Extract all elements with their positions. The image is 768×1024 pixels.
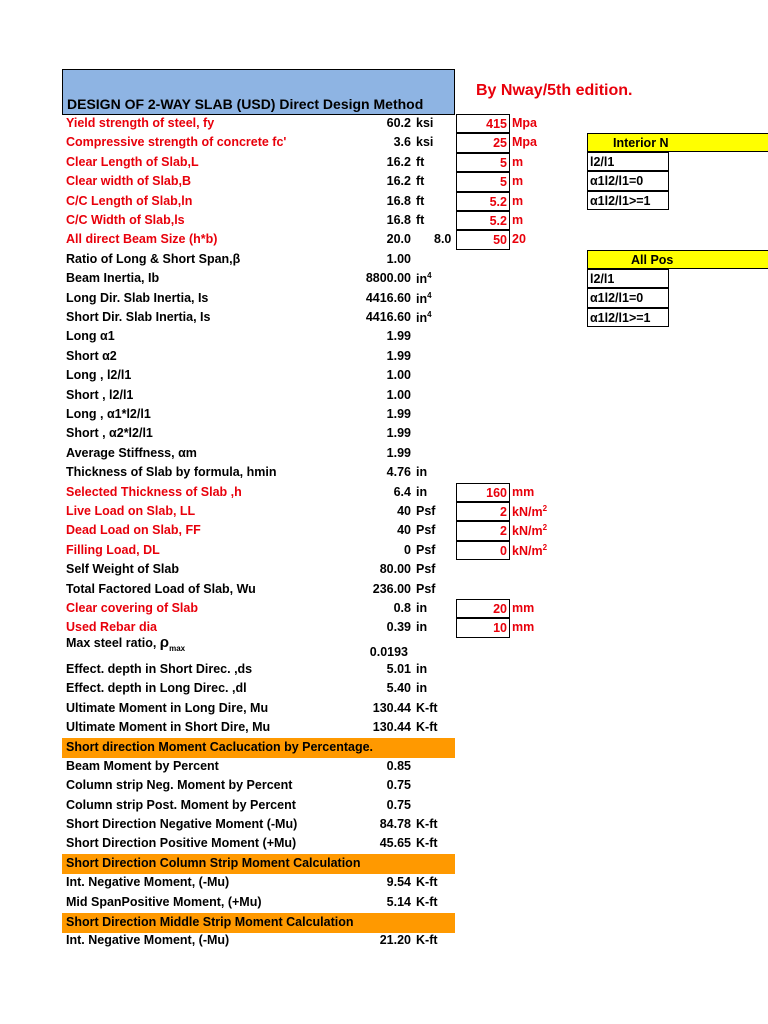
- metric-value: 2: [500, 524, 507, 539]
- table-row: [0, 776, 768, 795]
- row-value[interactable]: 16.8: [386, 193, 411, 208]
- row-label: Short Dir. Slab Inertia, Is: [66, 310, 211, 324]
- all-pos-panel-header: [587, 250, 768, 269]
- unit-text: ft: [416, 154, 425, 169]
- table-row: [0, 502, 768, 521]
- row-value[interactable]: 1.00: [386, 251, 411, 266]
- row-value[interactable]: 21.20: [379, 933, 411, 948]
- metric-unit-text: Mpa: [512, 116, 537, 130]
- row-label: Short α2: [66, 348, 117, 363]
- row-label: Beam Inertia, Ib: [66, 271, 160, 286]
- unit-text: in: [416, 291, 428, 306]
- table-row: [0, 327, 768, 346]
- metric-input[interactable]: [456, 502, 510, 521]
- table-row: [0, 699, 768, 718]
- section-title: Short direction Moment Caclucation by Percentage.: [66, 739, 374, 754]
- unit-exponent: 4: [427, 271, 432, 281]
- row-unit: [416, 562, 435, 576]
- table-row: [0, 931, 768, 950]
- row-unit: [416, 155, 424, 169]
- metric-unit-text: m: [512, 193, 524, 208]
- panel-cell-label: α1l2/l1=0: [590, 174, 644, 189]
- row-label: C/C Length of Slab,ln: [66, 193, 193, 208]
- row-label: Effect. depth in Short Direc. ,ds: [66, 661, 253, 676]
- section-title: Short Direction Column Strip Moment Calculation: [66, 856, 361, 871]
- table-row: [0, 718, 768, 737]
- row-value[interactable]: 20.0: [386, 232, 411, 247]
- row-unit: [416, 504, 435, 518]
- table-row: [0, 580, 768, 599]
- row-value[interactable]: 1.99: [386, 445, 411, 460]
- row-value[interactable]: 130.44: [372, 700, 411, 715]
- row-unit: [416, 875, 438, 889]
- interior-panel-title: Interior N: [613, 136, 669, 150]
- metric-value: 25: [493, 136, 507, 151]
- metric-unit-exponent: 2: [542, 523, 548, 533]
- metric-input[interactable]: [456, 114, 510, 133]
- unit-text: in: [416, 661, 428, 676]
- edition-label: By Nway/5th edition.: [476, 82, 633, 99]
- row-value[interactable]: 1.00: [386, 387, 411, 402]
- table-row: [0, 405, 768, 424]
- sheet-title: DESIGN OF 2-WAY SLAB (USD) Direct Design Method: [67, 96, 424, 112]
- unit-text: in: [416, 484, 428, 499]
- row-value[interactable]: 4416.60: [365, 310, 411, 324]
- unit-text: in: [416, 601, 428, 615]
- table-row: [0, 757, 768, 776]
- row-label: Total Factored Load of Slab, Wu: [66, 581, 256, 596]
- row-value[interactable]: 5.01: [386, 661, 411, 676]
- row-label: All direct Beam Size (h*b): [66, 232, 218, 247]
- table-row: [0, 660, 768, 679]
- metric-unit-text: mm: [512, 620, 535, 635]
- section-title: Short Direction Middle Strip Moment Calculation: [66, 914, 354, 929]
- table-row: [0, 815, 768, 834]
- panel-cell-label: α1l2/l1>=1: [590, 193, 651, 208]
- row-label: Column strip Neg. Moment by Percent: [66, 778, 293, 793]
- row-value[interactable]: 4416.60: [365, 290, 411, 305]
- unit-exponent: 4: [427, 290, 432, 300]
- metric-unit-text: kN/m: [512, 505, 543, 520]
- metric-unit-exponent: 2: [542, 542, 548, 552]
- title-box: [62, 69, 455, 115]
- metric-value: 2: [500, 505, 507, 519]
- all-pos-panel-title: All Pos: [631, 253, 674, 267]
- metric-value: 160: [486, 485, 507, 500]
- unit-text: Psf: [416, 542, 436, 557]
- metric-input[interactable]: [456, 483, 510, 502]
- row-label: Short , l2/l1: [66, 387, 134, 402]
- row-value[interactable]: 0.39: [386, 620, 411, 635]
- row-label: Ultimate Moment in Short Dire, Mu: [66, 720, 271, 734]
- metric-value: 5: [500, 155, 507, 170]
- metric-value: 0: [500, 543, 507, 558]
- row-unit: [416, 116, 433, 130]
- table-row: [0, 679, 768, 698]
- metric-unit-exponent: 2: [542, 504, 548, 513]
- row-label: Dead Load on Slab, FF: [66, 523, 201, 538]
- unit-text: K-ft: [416, 700, 438, 715]
- row-value[interactable]: 1.99: [386, 407, 411, 421]
- row-value[interactable]: 84.78: [379, 817, 411, 831]
- row-unit: [416, 620, 427, 634]
- row-label: Live Load on Slab, LL: [66, 504, 196, 518]
- metric-unit-text: Mpa: [512, 135, 537, 150]
- metric-unit: [512, 485, 534, 499]
- row-label: Short Direction Positive Moment (+Mu): [66, 836, 297, 851]
- row-label: Average Stiffness, αm: [66, 445, 197, 460]
- table-row: [0, 424, 768, 443]
- unit-text: ft: [416, 193, 425, 208]
- unit-text: in: [416, 465, 428, 480]
- row-unit: [416, 523, 435, 537]
- unit-text: K-ft: [416, 720, 438, 734]
- row-value[interactable]: 236.00: [372, 581, 411, 596]
- row-label: Column strip Post. Moment by Percent: [66, 797, 296, 812]
- row-value[interactable]: 1.99: [386, 426, 411, 441]
- metric-unit-text: mm: [512, 601, 535, 615]
- unit-text: in: [416, 681, 428, 696]
- metric-input[interactable]: [456, 192, 510, 211]
- row-value[interactable]: 3.6: [393, 135, 411, 150]
- unit-text: K-ft: [416, 933, 438, 948]
- table-row: [0, 347, 768, 366]
- table-row: [0, 463, 768, 482]
- unit-text: K-ft: [416, 836, 438, 851]
- panel-cell-label: l2/l1: [590, 155, 615, 169]
- row-label: Thickness of Slab by formula, hmin: [66, 465, 277, 480]
- row-value[interactable]: 40: [397, 523, 411, 538]
- metric-value: 5.2: [489, 194, 507, 209]
- unit-text: K-ft: [416, 894, 438, 909]
- row-label: Used Rebar dia: [66, 620, 158, 635]
- row-unit: [416, 701, 438, 715]
- rho-symbol-text: ρ: [159, 633, 170, 651]
- table-row: [0, 211, 768, 230]
- row-value[interactable]: 45.65: [379, 836, 411, 851]
- table-row: [0, 893, 768, 912]
- unit-text: in: [416, 620, 428, 635]
- row-label: Long Dir. Slab Inertia, Is: [66, 290, 209, 305]
- metric-unit-text: kN/m: [512, 524, 543, 539]
- row-unit: [416, 836, 438, 850]
- row-label: Effect. depth in Long Direc. ,dl: [66, 681, 247, 696]
- row-label: Yield strength of steel, fy: [66, 116, 215, 130]
- metric-unit-text: 20: [512, 232, 526, 247]
- row-label: Long , l2/l1: [66, 368, 132, 383]
- metric-unit: [512, 543, 547, 558]
- row-value[interactable]: 6.4: [393, 484, 411, 499]
- metric-unit-text: m: [512, 213, 524, 227]
- table-row: [0, 873, 768, 892]
- metric-value: 10: [493, 621, 507, 636]
- metric-unit: [512, 601, 534, 615]
- row-value[interactable]: 16.8: [386, 213, 411, 227]
- row-label: C/C Width of Slab,ls: [66, 213, 185, 227]
- metric-input[interactable]: [456, 153, 510, 172]
- row-unit: [416, 582, 435, 596]
- panel-cell[interactable]: [587, 288, 669, 307]
- row-unit: [416, 601, 427, 615]
- row-label: Int. Negative Moment, (-Mu): [66, 875, 230, 890]
- metric-input[interactable]: [456, 521, 510, 540]
- metric-value: 415: [486, 117, 507, 131]
- rho-symbol: [160, 634, 185, 651]
- metric-input[interactable]: [456, 541, 510, 560]
- panel-cell-label: α1l2/l1=0: [590, 291, 644, 306]
- metric-unit-text: m: [512, 174, 524, 189]
- table-row: [0, 834, 768, 853]
- row-label: [66, 634, 185, 653]
- panel-cell[interactable]: [587, 171, 669, 190]
- metric-unit: [512, 213, 523, 227]
- row-label: Filling Load, DL: [66, 542, 160, 557]
- row-unit: [416, 543, 435, 557]
- row-unit: [416, 310, 432, 325]
- metric-unit-text: m: [512, 154, 524, 169]
- row-value[interactable]: 1.00: [386, 368, 411, 383]
- unit-text: Psf: [416, 581, 436, 596]
- table-row: [0, 114, 768, 133]
- row-unit: [416, 681, 427, 695]
- table-row: [0, 483, 768, 502]
- row-value[interactable]: 5.40: [386, 681, 411, 696]
- row-label: Long , α1*l2/l1: [66, 407, 151, 421]
- row-label: Clear Length of Slab,L: [66, 154, 199, 169]
- panel-cell-label: l2/l1: [590, 272, 615, 286]
- section-header: [62, 854, 455, 874]
- row-label: Long α1: [66, 329, 115, 344]
- unit-exponent: 4: [427, 310, 432, 319]
- metric-input[interactable]: [456, 230, 510, 249]
- panel-cell[interactable]: [587, 308, 669, 327]
- table-row: [0, 599, 768, 618]
- row-label: Compressive strength of concrete fc': [66, 135, 287, 150]
- metric-unit: [512, 523, 547, 538]
- row-value[interactable]: 4.76: [386, 465, 411, 480]
- rho-subscript: max: [169, 643, 186, 653]
- row-value[interactable]: 0.75: [386, 778, 411, 793]
- table-row: [0, 386, 768, 405]
- unit-text: Psf: [416, 504, 436, 518]
- unit-text: in: [416, 311, 428, 326]
- metric-unit-text: kN/m: [512, 543, 543, 558]
- row-unit: [416, 662, 427, 676]
- interior-panel-header: [587, 133, 768, 152]
- metric-unit: [512, 174, 523, 188]
- row-unit: [416, 720, 438, 734]
- row-value[interactable]: 1.99: [386, 329, 411, 344]
- unit-text: ksi: [416, 135, 434, 150]
- metric-value: 5: [500, 175, 507, 190]
- table-row: [0, 366, 768, 385]
- metric-input[interactable]: [456, 599, 510, 618]
- row-label: Ratio of Long & Short Span,β: [66, 251, 241, 266]
- rho-label-text: Max steel ratio,: [66, 635, 160, 650]
- unit-text: in: [416, 272, 428, 287]
- table-row: [0, 541, 768, 560]
- row-value[interactable]: 5.14: [386, 894, 411, 909]
- row-value[interactable]: 0.75: [386, 797, 411, 812]
- row-label: Ultimate Moment in Long Dire, Mu: [66, 700, 269, 715]
- metric-unit: [512, 116, 537, 130]
- row-value[interactable]: 0: [404, 542, 411, 557]
- row-label: Clear width of Slab,B: [66, 174, 192, 189]
- metric-unit: [512, 135, 537, 149]
- table-row: [0, 560, 768, 579]
- panel-cell-label: α1l2/l1>=1: [590, 310, 651, 325]
- metric-input[interactable]: [456, 133, 510, 152]
- row-extra-value[interactable]: 8.0: [434, 232, 452, 247]
- metric-value: 50: [493, 233, 507, 248]
- row-value[interactable]: 80.00: [379, 562, 411, 577]
- row-unit: [416, 485, 427, 499]
- row-unit: [416, 817, 438, 831]
- table-row: [0, 796, 768, 815]
- metric-input[interactable]: [456, 172, 510, 191]
- row-value[interactable]: 16.2: [386, 154, 411, 169]
- table-row: [0, 521, 768, 540]
- row-label: Short Direction Negative Moment (-Mu): [66, 817, 298, 831]
- metric-unit: [512, 232, 526, 246]
- row-unit: [416, 135, 433, 149]
- row-label: Clear covering of Slab: [66, 601, 198, 615]
- row-unit: [416, 895, 438, 909]
- row-unit: [416, 194, 424, 208]
- unit-text: ksi: [416, 116, 434, 130]
- row-label: Beam Moment by Percent: [66, 758, 219, 773]
- unit-text: K-ft: [416, 875, 438, 890]
- panel-cell[interactable]: [587, 191, 669, 210]
- row-unit: [416, 213, 424, 227]
- row-label: Short , α2*l2/l1: [66, 426, 153, 441]
- row-unit: [416, 174, 424, 188]
- unit-text: Psf: [416, 562, 436, 577]
- row-value[interactable]: 0.8: [393, 601, 411, 615]
- row-value[interactable]: 0.85: [386, 758, 411, 773]
- unit-text: Psf: [416, 523, 436, 538]
- row-value[interactable]: 8800.00: [365, 271, 411, 286]
- row-value[interactable]: 0.0193: [369, 644, 408, 659]
- table-row: [0, 444, 768, 463]
- row-unit: [416, 291, 432, 306]
- table-row: [0, 633, 768, 659]
- metric-unit: [512, 620, 534, 634]
- metric-value: 20: [493, 602, 507, 616]
- metric-unit-text: mm: [512, 484, 535, 499]
- metric-unit: [512, 155, 523, 169]
- unit-text: ft: [416, 174, 425, 189]
- unit-text: K-ft: [416, 817, 438, 831]
- row-value[interactable]: 60.2: [386, 116, 411, 130]
- section-header: [62, 913, 455, 933]
- panel-cell[interactable]: [587, 269, 669, 288]
- row-label: Self Weight of Slab: [66, 562, 179, 577]
- metric-input[interactable]: [456, 618, 510, 637]
- panel-cell[interactable]: [587, 152, 669, 171]
- metric-unit: [512, 194, 523, 208]
- row-label: Selected Thickness of Slab ,h: [66, 484, 242, 499]
- metric-unit: [512, 504, 547, 519]
- row-value[interactable]: 16.2: [386, 174, 411, 189]
- row-unit: [416, 271, 432, 286]
- row-unit: [416, 465, 427, 479]
- row-label: Mid SpanPositive Moment, (+Mu): [66, 894, 262, 909]
- row-value[interactable]: 9.54: [386, 875, 411, 890]
- section-header: [62, 738, 455, 758]
- row-label: Int. Negative Moment, (-Mu): [66, 933, 230, 948]
- row-value[interactable]: 1.99: [386, 348, 411, 363]
- metric-value: 5.2: [489, 214, 507, 228]
- metric-input[interactable]: [456, 211, 510, 230]
- row-unit: [416, 933, 438, 947]
- row-value[interactable]: 130.44: [372, 720, 411, 734]
- unit-text: ft: [416, 213, 425, 227]
- row-value[interactable]: 40: [397, 504, 411, 518]
- table-row: [0, 230, 768, 249]
